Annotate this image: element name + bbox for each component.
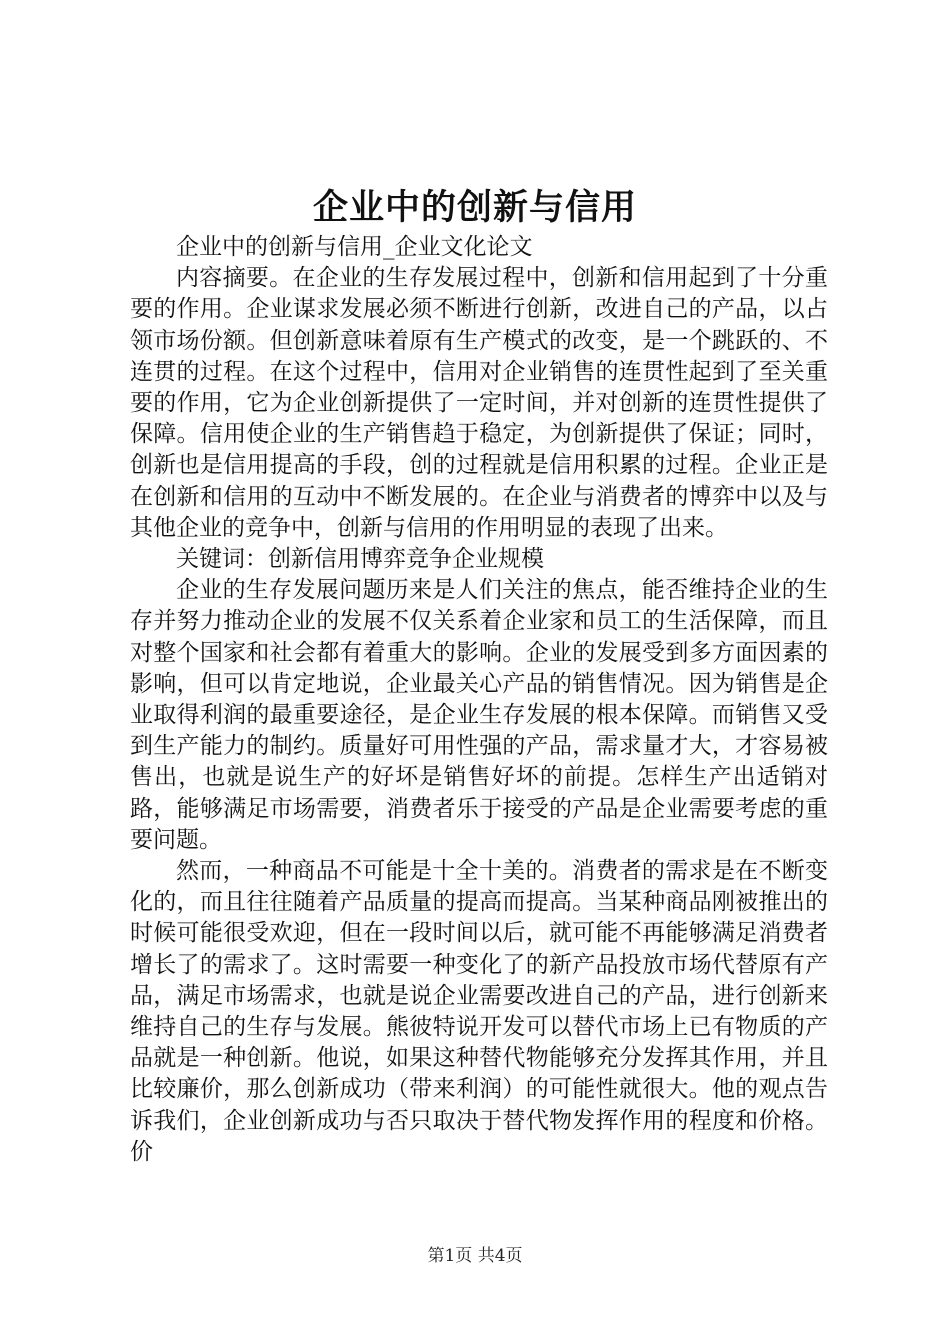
page-number-footer: 第1页 共4页 bbox=[427, 1246, 523, 1266]
paragraph-body: 然而，一种商品不可能是十全十美的。消费者的需求是在不断变化的，而且往往随着产品质量的提高而提高。当某种商品刚被推出的时候可能很受欢迎，但在一段时间以后，就可能不再能够满足消费者增长了的需求了。这时需要一种变化了的新产品投放市场代替原有产品，满足市场需求，也就是说企业需要改进自己的产品，进行创新来维持自己的生存与发展。熊彼特说开发可以替代市场上已有物质的产品就是一种创新。他说，如果这种替代物能够充分发挥其作用，并且比较廉价，那么创新成功（带来利润）的可能性就很大。他的观点告诉我们，企业创新成功与否只取决于替代物发挥作用的程度和价格。价 bbox=[130, 858, 828, 1165]
document-title: 企业中的创新与信用 bbox=[312, 187, 637, 228]
document-body bbox=[130, 232, 828, 1168]
paragraph-body: 企业的生存发展问题历来是人们关注的焦点，能否维持企业的生存并努力推动企业的发展不仅关系着企业家和员工的生活保障，而且对整个国家和社会都有着重大的影响。企业的发展受到多方面因素的影响，但可以肯定地说，企业最关心产品的销售情况。因为销售是企业取得利润的最重要途径，是企业生存发展的根本保障。而销售又受到生产能力的制约。质量好可用性强的产品，需求量才大，才容易被售出，也就是说生产的好坏是销售好坏的前提。怎样生产出适销对路，能够满足市场需要，消费者乐于接受的产品是企业需要考虑的重要问题。 bbox=[130, 577, 828, 853]
paragraph-subtitle: 企业中的创新与信用_企业文化论文 bbox=[176, 234, 533, 260]
paragraph-abstract: 内容摘要。在企业的生存发展过程中，创新和信用起到了十分重要的作用。企业谋求发展必须不断进行创新，改进自己的产品，以占领市场份额。但创新意味着原有生产模式的改变，是一个跳跃的、不连贯的过程。在这个过程中，信用对企业销售的连贯性起到了至关重要的作用，它为企业创新提供了一定时间，并对创新的连贯性提供了保障。信用使企业的生产销售趋于稳定，为创新提供了保证；同时，创新也是信用提高的手段，创的过程就是信用积累的过程。企业正是在创新和信用的互动中不断发展的。在企业与消费者的博弈中以及与其他企业的竞争中，创新与信用的作用明显的表现了出来。 bbox=[130, 265, 828, 541]
paragraph-keywords: 关键词：创新信用博弈竞争企业规模 bbox=[176, 546, 544, 573]
